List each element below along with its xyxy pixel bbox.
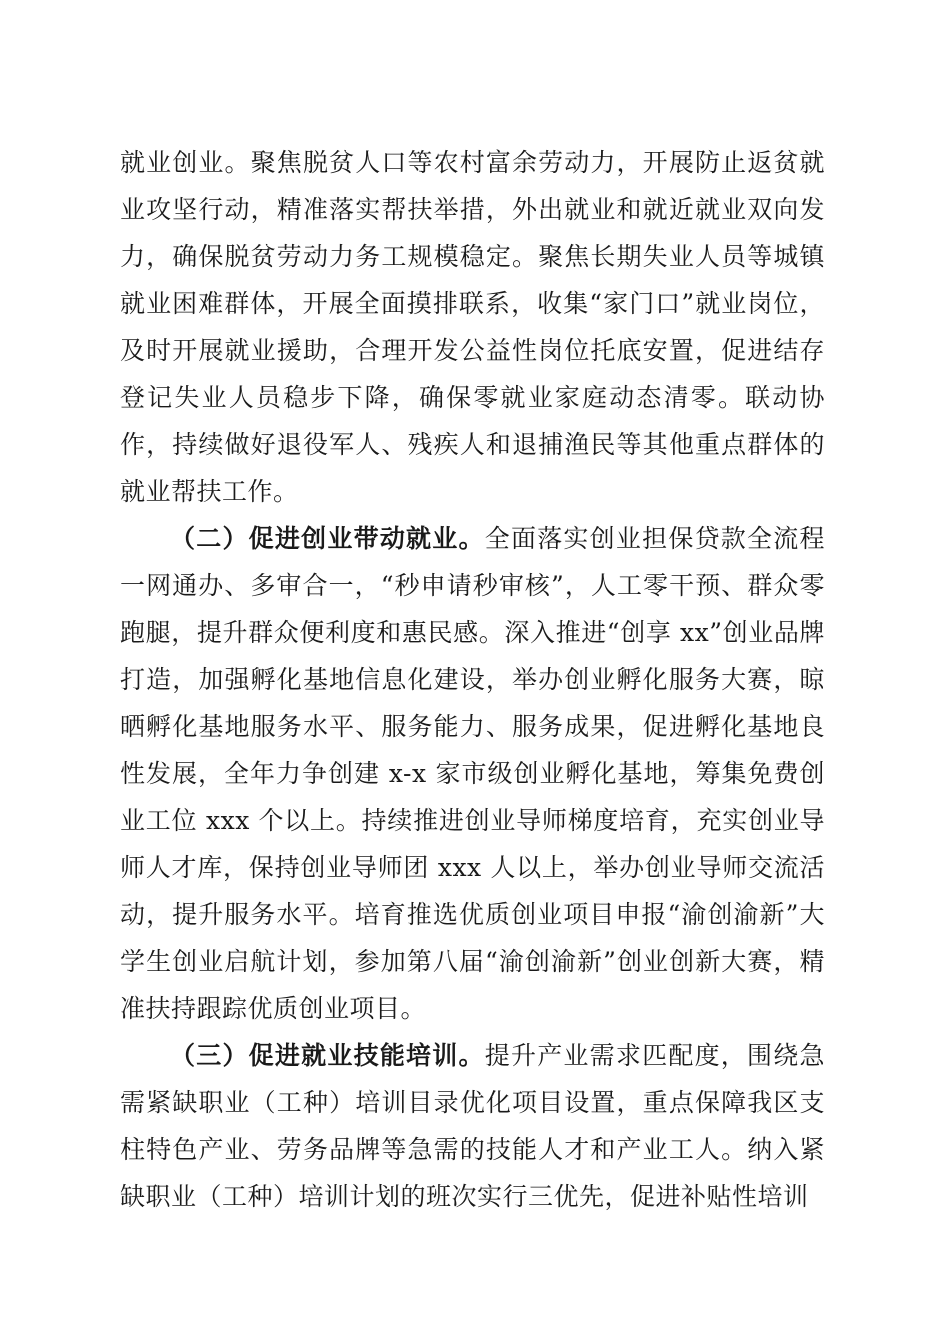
section-heading: （二）促进创业带动就业。 [170,524,485,553]
paragraph-employment-continued [120,139,825,515]
section-heading: （三）促进就业技能培训。 [170,1041,485,1070]
document-body [120,139,825,1220]
paragraph-text: 就业创业。聚焦脱贫人口等农村富余劳动力，开展防止返贫就业攻坚行动，精准落实帮扶举措，外出就业和就近就业双向发力，确保脱贫劳动力务工规模稳定。聚焦长期失业人员等城镇就业困难群体，开展全面摸排联系，收集“家门口”就业岗位，及时开展就业援助，合理开发公益性岗位托底安置，促进结存登记失业人员稳步下降，确保零就业家庭动态清零。联动协作，持续做好退役军人、残疾人和退捕渔民等其他重点群体的就业帮扶工作。 [120,148,825,506]
paragraph-text: 全面落实创业担保贷款全流程一网通办、多审合一，“秒申请秒审核”，人工零干预、群众零跑腿，提升群众便利度和惠民感。深入推进“创享 xx”创业品牌打造，加强孵化基地信息化建设，举办创业孵化服务大赛，晾晒孵化基地服务水平、服务能力、服务成果，促进孵化基地良性发展，全年力争创建 x-x 家市级创业孵化基地，筹集免费创业工位 xxx 个以上。持续推进创业导师梯度培育，充实创业导师人才库，保持创业导师团 xxx 人以上，举办创业导师交流活动，提升服务水平。培育推选优质创业项目申报“渝创渝新”大学生创业启航计划，参加第八届“渝创渝新”创业创新大赛，精准扶持跟踪优质创业项目。 [120,524,825,1023]
paragraph-skills-training [120,1032,825,1220]
paragraph-text: 提升产业需求匹配度，围绕急需紧缺职业（工种）培训目录优化项目设置，重点保障我区支柱特色产业、劳务品牌等急需的技能人才和产业工人。纳入紧缺职业（工种）培训计划的班次实行三优先，促进补贴性培训 [120,1041,825,1211]
paragraph-entrepreneurship [120,515,825,1032]
